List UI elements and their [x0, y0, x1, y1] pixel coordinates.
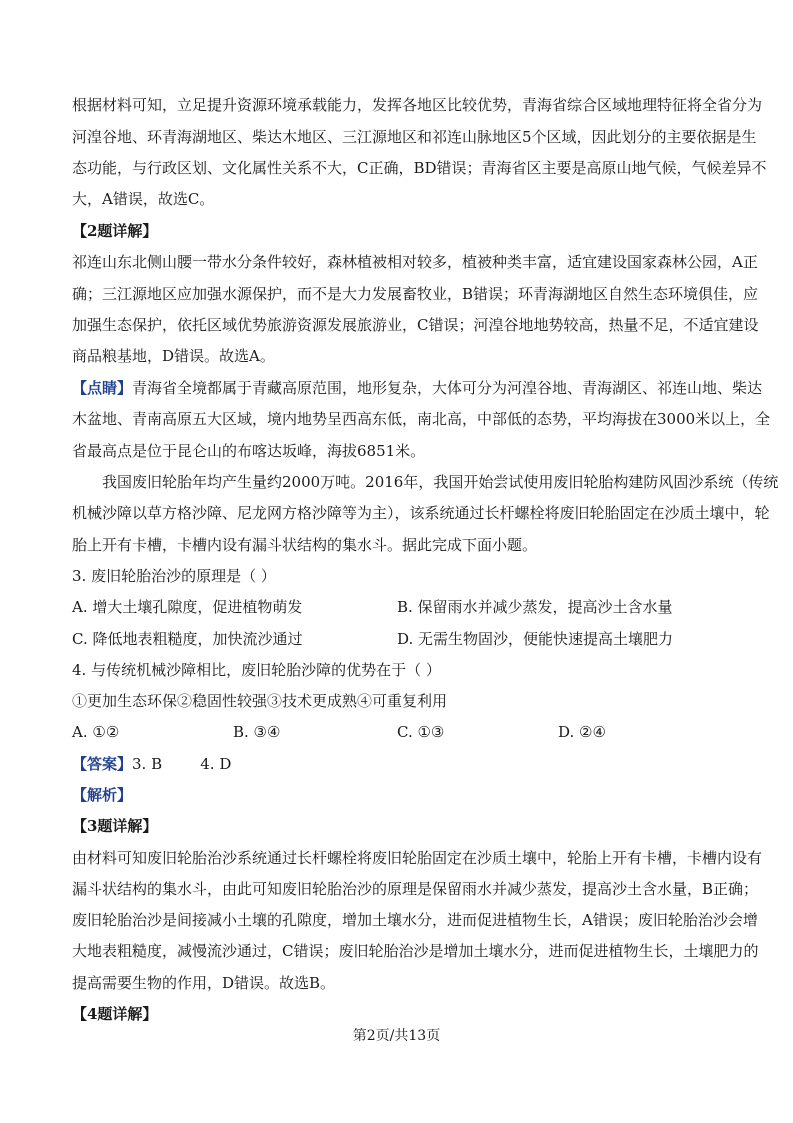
text-line: 大，A错误，故选C。	[72, 190, 215, 208]
material-line: 胎上开有卡槽，卡槽内设有漏斗状结构的集水斗。据此完成下面小题。	[72, 536, 538, 554]
dianjing-line	[72, 378, 763, 398]
text-line: 河湟谷地、环青海湖地区、柴达木地区、三江源地区和祁连山脉地区5个区域，因此划分的主要依据是生	[72, 128, 757, 146]
q4-option-a: A. ①②	[72, 723, 120, 741]
material-line: 我国废旧轮胎年均产生量约2000万吨。2016年，我国开始尝试使用废旧轮胎构建防风固沙系统（传统	[102, 473, 779, 491]
q4-heading: 【4题详解】	[72, 1005, 158, 1023]
text-line: 态功能，与行政区划、文化属性关系不大，C正确，BD错误；青海省区主要是高原山地气候，气候差异不	[72, 159, 767, 177]
q3-option-a: A. 增大土壤孔隙度，促进植物萌发	[72, 598, 303, 616]
text-line: 废旧轮胎治沙是间接减小土壤的孔隙度，增加土壤水分，进而促进植物生长，A错误；废旧轮胎治沙会增	[72, 911, 758, 929]
text-line: 根据材料可知，立足提升资源环境承载能力，发挥各地区比较优势，青海省综合区域地理特征将全省分为	[72, 96, 763, 114]
q2-heading: 【2题详解】	[72, 222, 158, 240]
page-footer: 第2页/共13页	[352, 1028, 441, 1044]
text-line: 漏斗状结构的集水斗，由此可知废旧轮胎治沙的原理是保留雨水并减少蒸发，提高沙土含水量，B正确；	[72, 880, 759, 898]
q3-option-d: D. 无需生物固沙，便能快速提高土壤肥力	[397, 630, 674, 648]
text-line: 木盆地、青南高原五大区域，境内地势呈西高东低，南北高，中部低的态势，平均海拔在3000米以上，全	[72, 410, 771, 428]
dianjing-text: 青海省全境都属于青藏高原范围，地形复杂，大体可分为河湟谷地、青海湖区、祁连山地、柴达	[132, 379, 763, 397]
dianjing-label: 【点睛】	[72, 379, 133, 397]
q3-heading: 【3题详解】	[72, 817, 158, 835]
text-line: 由材料可知废旧轮胎治沙系统通过长杆螺栓将废旧轮胎固定在沙质土壤中，轮胎上开有卡槽，卡槽内设有	[72, 849, 763, 867]
text-line: 确；三江源地区应加强水源保护，而不是大力发展畜牧业，B错误；环青海湖地区自然生态环境俱佳，应	[72, 285, 759, 303]
answer-line	[72, 754, 732, 774]
q4-option-d: D. ②④	[558, 723, 606, 741]
answer-text: 3. B 4. D	[132, 755, 232, 773]
q4-option-b: B. ③④	[233, 723, 281, 741]
text-line: 大地表粗糙度，减慢流沙通过，C错误；废旧轮胎治沙是增加土壤水分，进而促进植物生长，土壤肥力的	[72, 942, 759, 960]
answer-label: 【答案】	[72, 755, 133, 773]
text-line: 加强生态保护，依托区域优势旅游资源发展旅游业，C错误；河湟谷地地势较高，热量不足，不适宜建设	[72, 316, 759, 334]
q3-option-c: C. 降低地表粗糙度，加快流沙通过	[72, 630, 303, 648]
material-line: 机械沙障以草方格沙障、尼龙网方格沙障等为主），该系统通过长杆螺栓将废旧轮胎固定在沙质土壤中，轮	[72, 504, 770, 522]
text-line: 提高需要生物的作用，D错误。故选B。	[72, 974, 336, 992]
text-line: 商品粮基地，D错误。故选A。	[72, 347, 275, 365]
text-line: 祁连山东北侧山腰一带水分条件较好，森林植被相对较多，植被种类丰富，适宜建设国家森林公园，A正	[72, 253, 758, 271]
q3-option-b: B. 保留雨水并减少蒸发，提高沙土含水量	[397, 598, 673, 616]
q4-items: ①更加生态环保②稳固性较强③技术更成熟④可重复利用	[72, 692, 448, 710]
text-line: 省最高点是位于昆仑山的布喀达坂峰，海拔6851米。	[72, 442, 426, 460]
q4-stem: 4. 与传统机械沙障相比，废旧轮胎沙障的优势在于（ ）	[72, 661, 441, 679]
analysis-label: 【解析】	[72, 786, 133, 804]
q4-option-c: C. ①③	[397, 723, 445, 741]
q3-stem: 3. 废旧轮胎治沙的原理是（ ）	[72, 567, 276, 585]
